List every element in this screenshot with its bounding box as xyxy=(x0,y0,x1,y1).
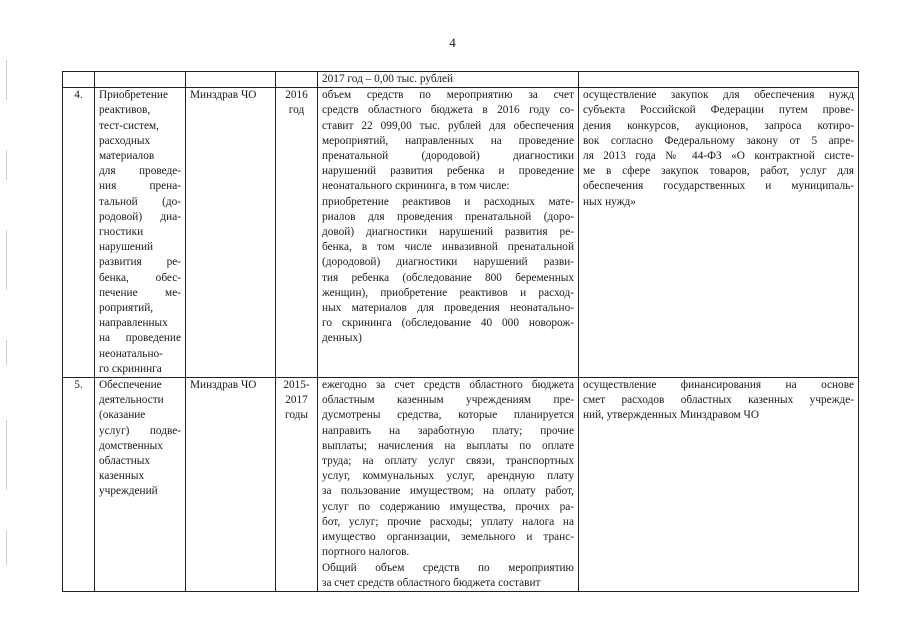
text-line: ме в сфере закупок товаров, работ, услуг для xyxy=(583,165,854,178)
text-line: (дородовой) диагностики нарушений разви- xyxy=(322,256,574,269)
year-text xyxy=(277,378,316,424)
text-line: за пользование имуществом; на оплату работ, xyxy=(322,485,574,498)
text-line: риалов для проведения пренатальной (доро- xyxy=(322,210,574,223)
text-line: имущество организации, земельного и транс- xyxy=(322,531,574,544)
measures-table xyxy=(62,71,859,592)
text-line: на проведение xyxy=(99,332,181,345)
text-line: роприятий, xyxy=(99,302,154,315)
text-line: смет расходов областных казенных учрежде- xyxy=(583,394,854,407)
cell-executor: Минздрав ЧО xyxy=(186,378,276,592)
text-line: ежегодно за счет средств областного бюджета xyxy=(322,379,574,392)
text-line: реактивов, xyxy=(99,104,151,117)
text-line: мероприятий, направленных на проведение xyxy=(322,134,574,147)
text-line: ля 2013 года № 44-ФЗ «О контрактной систе- xyxy=(583,150,854,163)
text-line: годы xyxy=(284,409,308,422)
text-line: осуществление финансирования на основе xyxy=(583,379,854,392)
text-line: за счет средств областного бюджета составит xyxy=(322,576,541,589)
cell-description xyxy=(318,88,579,378)
text-line: дения конкурсов, аукционов, запроса котиро- xyxy=(583,119,854,132)
description-text xyxy=(322,88,574,346)
text-line: направить на заработную плату; прочие xyxy=(322,424,574,437)
text-line: год xyxy=(288,104,305,117)
text-line: го скрининга (обследование 40 000 новорож- xyxy=(322,317,574,330)
cell-mechanism xyxy=(579,88,859,378)
mechanism-text xyxy=(583,88,854,210)
text-line: бенка, обес- xyxy=(99,271,181,284)
text-line: Общий объем средств по мероприятию xyxy=(322,561,574,574)
cell-row-number: 5. xyxy=(63,378,95,592)
text-line: ставит 22 099,00 тыс. рублей для обеспечения xyxy=(322,119,574,132)
text-line: направленных xyxy=(99,317,168,330)
cell-year xyxy=(276,88,318,378)
cell-year-empty xyxy=(276,72,318,88)
text-line: пренатальной (дородовой) диагностики xyxy=(322,150,574,163)
text-line: обеспечения государственных и муниципаль- xyxy=(583,180,854,193)
text-line: довой) диагностики нарушений развития ре- xyxy=(322,226,574,239)
text-line: ний, утвержденных Минздравом ЧО xyxy=(583,409,759,422)
text-line: услуг по содержанию имущества, прочих ра- xyxy=(322,500,574,513)
text-line: учреждений xyxy=(99,485,158,498)
text-line: 2015- xyxy=(283,379,310,392)
text-line: средств областного бюджета в 2016 году со- xyxy=(322,104,574,117)
text-line: выплаты; начисления на выплаты по оплате xyxy=(322,439,574,452)
text-line: неонатально- xyxy=(99,347,163,360)
cell-description-continued: 2017 год – 0,00 тыс. рублей xyxy=(318,72,579,88)
text-line: объем средств по мероприятию за счет xyxy=(322,89,574,102)
cell-executor: Минздрав ЧО xyxy=(186,88,276,378)
text-line: бот, услуг; прочие расходы; уплату налога на xyxy=(322,515,574,528)
text-line: нарушений развития ребенка и проведение xyxy=(322,165,574,178)
text-line: 2016 xyxy=(285,89,308,102)
cell-mechanism xyxy=(579,378,859,592)
text-line: тальной (до- xyxy=(99,195,181,208)
year-text xyxy=(277,88,316,118)
cell-measure-name xyxy=(95,88,186,378)
text-line: тест-систем, xyxy=(99,119,159,132)
cell-description xyxy=(318,378,579,592)
cell-num-empty xyxy=(63,72,95,88)
text-line: Обеспечение xyxy=(99,379,162,392)
cell-year xyxy=(276,378,318,592)
text-line: тия ребенка (обследование 800 беременных xyxy=(322,271,574,284)
text-line: неонатального скрининга, в том числе: xyxy=(322,180,510,193)
text-line: для проведе- xyxy=(99,165,181,178)
text-line: Приобретение xyxy=(99,89,168,102)
text-line: домственных xyxy=(99,439,163,452)
measure-name-text xyxy=(99,378,181,500)
measure-name-text xyxy=(99,88,181,377)
text-line: развития ре- xyxy=(99,256,181,269)
text-line: расходных xyxy=(99,134,151,147)
text-line: осуществление закупок для обеспечения нужд xyxy=(583,89,854,102)
cell-measure-name xyxy=(95,378,186,592)
cell-row-number: 4. xyxy=(63,88,95,378)
text-line: женщин), приобретение реактивов и расход- xyxy=(322,286,574,299)
text-line: печение ме- xyxy=(99,286,181,299)
text-line: ных нужд» xyxy=(583,195,636,208)
text-line: денных) xyxy=(322,332,362,345)
table-row-4 xyxy=(63,88,859,378)
mechanism-text xyxy=(583,378,854,424)
description-text xyxy=(322,378,574,591)
text-line: вок согласно Федеральному закону от 5 апре- xyxy=(583,134,854,147)
text-line: бенка, в том числе инвазивной пренатальной xyxy=(322,241,574,254)
text-line: родовой) диа- xyxy=(99,210,181,223)
table-row-5 xyxy=(63,378,859,592)
cell-mechanism-empty xyxy=(579,72,859,88)
text-line: материалов xyxy=(99,150,155,163)
table-row-continued xyxy=(63,72,859,88)
text-line: ния прена- xyxy=(99,180,181,193)
page-number: 4 xyxy=(449,35,456,50)
text-line: казенных xyxy=(99,470,145,483)
text-line: труда; на оплату услуг связи, транспортных xyxy=(322,455,574,468)
text-line: субъекта Российской Федерации путем прове- xyxy=(583,104,854,117)
text-line: услуг, коммунальных услуг, арендную плату xyxy=(322,470,574,483)
text-line: областным казенным учреждениям пре- xyxy=(322,394,574,407)
text-line: услуг) подве- xyxy=(99,424,181,437)
text-line: областных xyxy=(99,455,151,468)
cell-name-empty xyxy=(95,72,186,88)
text-line: го скрининга xyxy=(99,362,162,375)
text-line: дусмотрены средства, которые планируется xyxy=(322,409,574,422)
scan-edge-marks xyxy=(3,40,11,600)
text-line: ных материалов для проведения неонатально- xyxy=(322,302,574,315)
text-line: приобретение реактивов и расходных мате- xyxy=(322,195,574,208)
text-line: деятельности xyxy=(99,394,164,407)
text-line: (оказание xyxy=(99,409,146,422)
text-line: гностики xyxy=(99,226,144,239)
text-line: нарушений xyxy=(99,241,154,254)
text-line: портного налогов. xyxy=(322,546,410,559)
cell-executor-empty xyxy=(186,72,276,88)
text-line: 2017 xyxy=(285,394,308,407)
